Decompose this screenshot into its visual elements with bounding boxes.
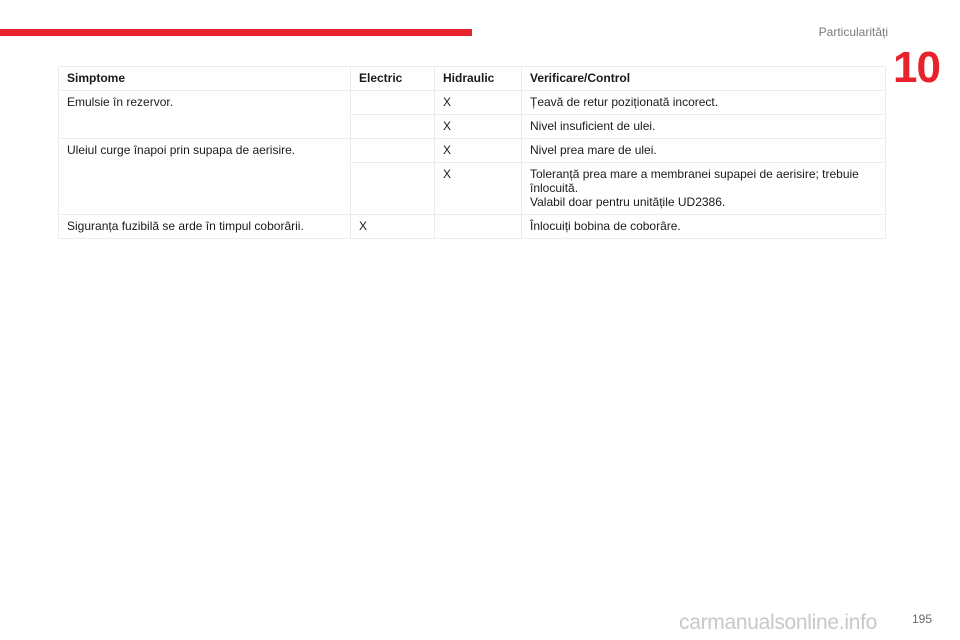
control-cell: Nivel prea mare de ulei. [522, 139, 886, 163]
table-header-row [59, 67, 886, 91]
troubleshooting-table [58, 66, 886, 239]
control-cell: Înlocuiți bobina de coborâre. [522, 215, 886, 239]
electric-cell [351, 139, 435, 163]
column-header-verificare: Verificare/Control [522, 67, 886, 91]
table-row [59, 139, 886, 163]
symptom-cell: Siguranța fuzibilă se arde în timpul coborârii. [59, 215, 351, 239]
control-cell: Țeavă de retur poziționată incorect. [522, 91, 886, 115]
hydraulic-cell: X [435, 139, 522, 163]
column-header-electric: Electric [351, 67, 435, 91]
hydraulic-cell [435, 215, 522, 239]
control-cell: Nivel insuficient de ulei. [522, 115, 886, 139]
electric-cell [351, 115, 435, 139]
electric-cell [351, 163, 435, 215]
column-header-hidraulic: Hidraulic [435, 67, 522, 91]
hydraulic-cell: X [435, 91, 522, 115]
column-header-simptome: Simptome [59, 67, 351, 91]
symptom-cell: Emulsie în rezervor. [59, 91, 351, 139]
watermark: carmanualsonline.info [679, 611, 877, 634]
table-row [59, 215, 886, 239]
symptom-cell: Uleiul curge înapoi prin supapa de aerisire. [59, 139, 351, 215]
accent-bar [0, 29, 472, 36]
table-row [59, 91, 886, 115]
electric-cell [351, 91, 435, 115]
hydraulic-cell: X [435, 115, 522, 139]
section-title: Particularități [818, 25, 888, 39]
hydraulic-cell: X [435, 163, 522, 215]
electric-cell: X [351, 215, 435, 239]
page-number: 195 [911, 612, 932, 626]
control-cell: Toleranță prea mare a membranei supapei de aerisire; trebuie înlocuită. Valabil doar pentru unitățile UD2386. [522, 163, 886, 215]
chapter-number: 10 [893, 43, 940, 92]
